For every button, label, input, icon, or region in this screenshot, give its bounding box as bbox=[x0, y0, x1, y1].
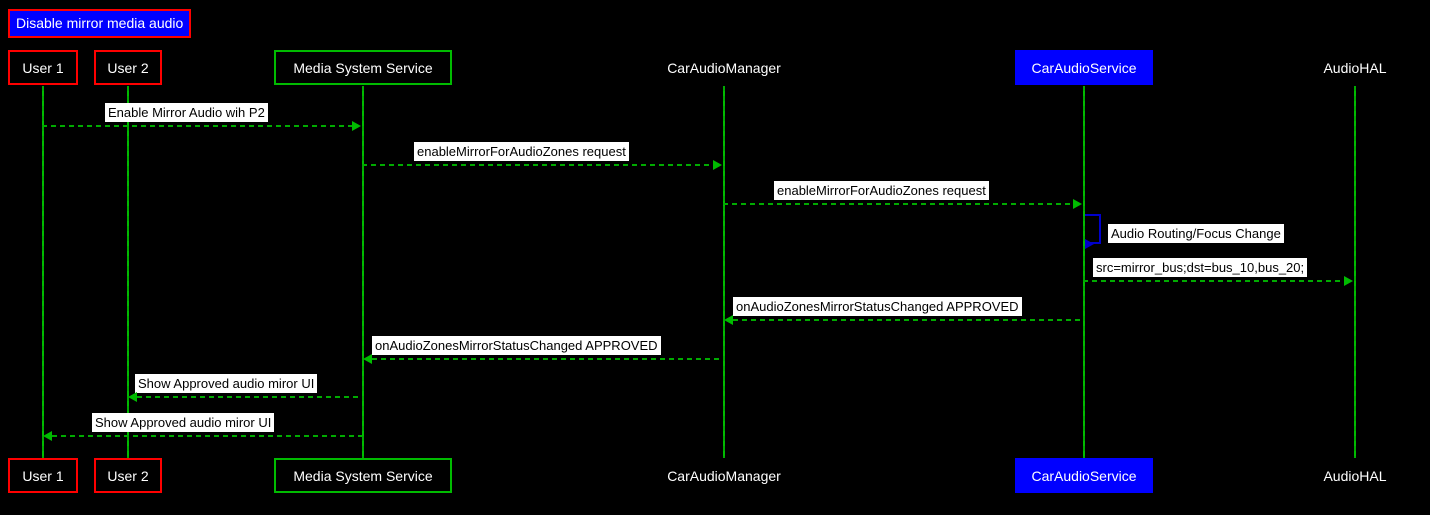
message-label-src-dst-buses: src=mirror_bus;dst=bus_10,bus_20; bbox=[1093, 258, 1307, 277]
arrow-head-icon bbox=[128, 392, 137, 402]
message-arrow-enable-mirror-request-1 bbox=[362, 164, 713, 166]
participant-label: Media System Service bbox=[293, 59, 433, 76]
lifeline-audio-hal bbox=[1354, 86, 1356, 458]
participant-top-user2[interactable] bbox=[94, 50, 162, 85]
arrow-head-icon bbox=[1085, 239, 1094, 249]
arrow-head-icon bbox=[363, 354, 372, 364]
participant-label: User 2 bbox=[107, 467, 149, 484]
arrow-head-icon bbox=[1073, 199, 1082, 209]
lifeline-car-audio-manager bbox=[723, 86, 725, 458]
participant-top-user1[interactable] bbox=[8, 50, 78, 85]
participant-bottom-user2[interactable] bbox=[94, 458, 162, 493]
message-label-enable-mirror-audio: Enable Mirror Audio wih P2 bbox=[105, 103, 268, 122]
participant-label: AudioHAL bbox=[1323, 59, 1387, 76]
arrow-head-icon bbox=[352, 121, 361, 131]
participant-label: CarAudioManager bbox=[667, 467, 781, 484]
message-label-show-approved-ui-user1: Show Approved audio miror UI bbox=[92, 413, 274, 432]
participant-top-car-audio-service[interactable] bbox=[1015, 50, 1153, 85]
arrow-head-icon bbox=[724, 315, 733, 325]
participant-label: CarAudioService bbox=[1031, 59, 1137, 76]
message-arrow-enable-mirror-request-2 bbox=[723, 203, 1073, 205]
lifeline-media-system-service bbox=[362, 86, 364, 458]
participant-top-media-system-service[interactable] bbox=[274, 50, 452, 85]
lifeline-user2 bbox=[127, 86, 129, 458]
participant-bottom-media-system-service[interactable] bbox=[274, 458, 452, 493]
message-label-mirror-status-approved-1: onAudioZonesMirrorStatusChanged APPROVED bbox=[733, 297, 1022, 316]
participant-label: User 2 bbox=[107, 59, 149, 76]
message-arrow-show-approved-ui-user2 bbox=[137, 396, 362, 398]
lifeline-car-audio-service bbox=[1083, 86, 1085, 458]
participant-top-audio-hal[interactable] bbox=[1300, 50, 1410, 85]
participant-bottom-audio-hal[interactable] bbox=[1300, 458, 1410, 493]
participant-top-car-audio-manager[interactable] bbox=[650, 50, 798, 85]
arrow-head-icon bbox=[1344, 276, 1353, 286]
diagram-title: Disable mirror media audio bbox=[8, 9, 191, 38]
message-arrow-enable-mirror-audio bbox=[42, 125, 352, 127]
message-label-enable-mirror-request-2: enableMirrorForAudioZones request bbox=[774, 181, 989, 200]
message-label-enable-mirror-request-1: enableMirrorForAudioZones request bbox=[414, 142, 629, 161]
participant-bottom-car-audio-service[interactable] bbox=[1015, 458, 1153, 493]
participant-label: User 1 bbox=[22, 467, 64, 484]
participant-label: AudioHAL bbox=[1323, 467, 1387, 484]
participant-bottom-car-audio-manager[interactable] bbox=[650, 458, 798, 493]
message-label-audio-routing-focus-change: Audio Routing/Focus Change bbox=[1108, 224, 1284, 243]
participant-bottom-user1[interactable] bbox=[8, 458, 78, 493]
participant-label: CarAudioService bbox=[1031, 467, 1137, 484]
message-arrow-src-dst-buses bbox=[1083, 280, 1344, 282]
participant-label: User 1 bbox=[22, 59, 64, 76]
participant-label: Media System Service bbox=[293, 467, 433, 484]
lifeline-user1 bbox=[42, 86, 44, 458]
message-label-show-approved-ui-user2: Show Approved audio miror UI bbox=[135, 374, 317, 393]
message-arrow-mirror-status-approved-2 bbox=[372, 358, 723, 360]
message-label-mirror-status-approved-2: onAudioZonesMirrorStatusChanged APPROVED bbox=[372, 336, 661, 355]
message-arrow-show-approved-ui-user1 bbox=[52, 435, 362, 437]
participant-label: CarAudioManager bbox=[667, 59, 781, 76]
arrow-head-icon bbox=[713, 160, 722, 170]
message-arrow-mirror-status-approved-1 bbox=[733, 319, 1083, 321]
arrow-head-icon bbox=[43, 431, 52, 441]
